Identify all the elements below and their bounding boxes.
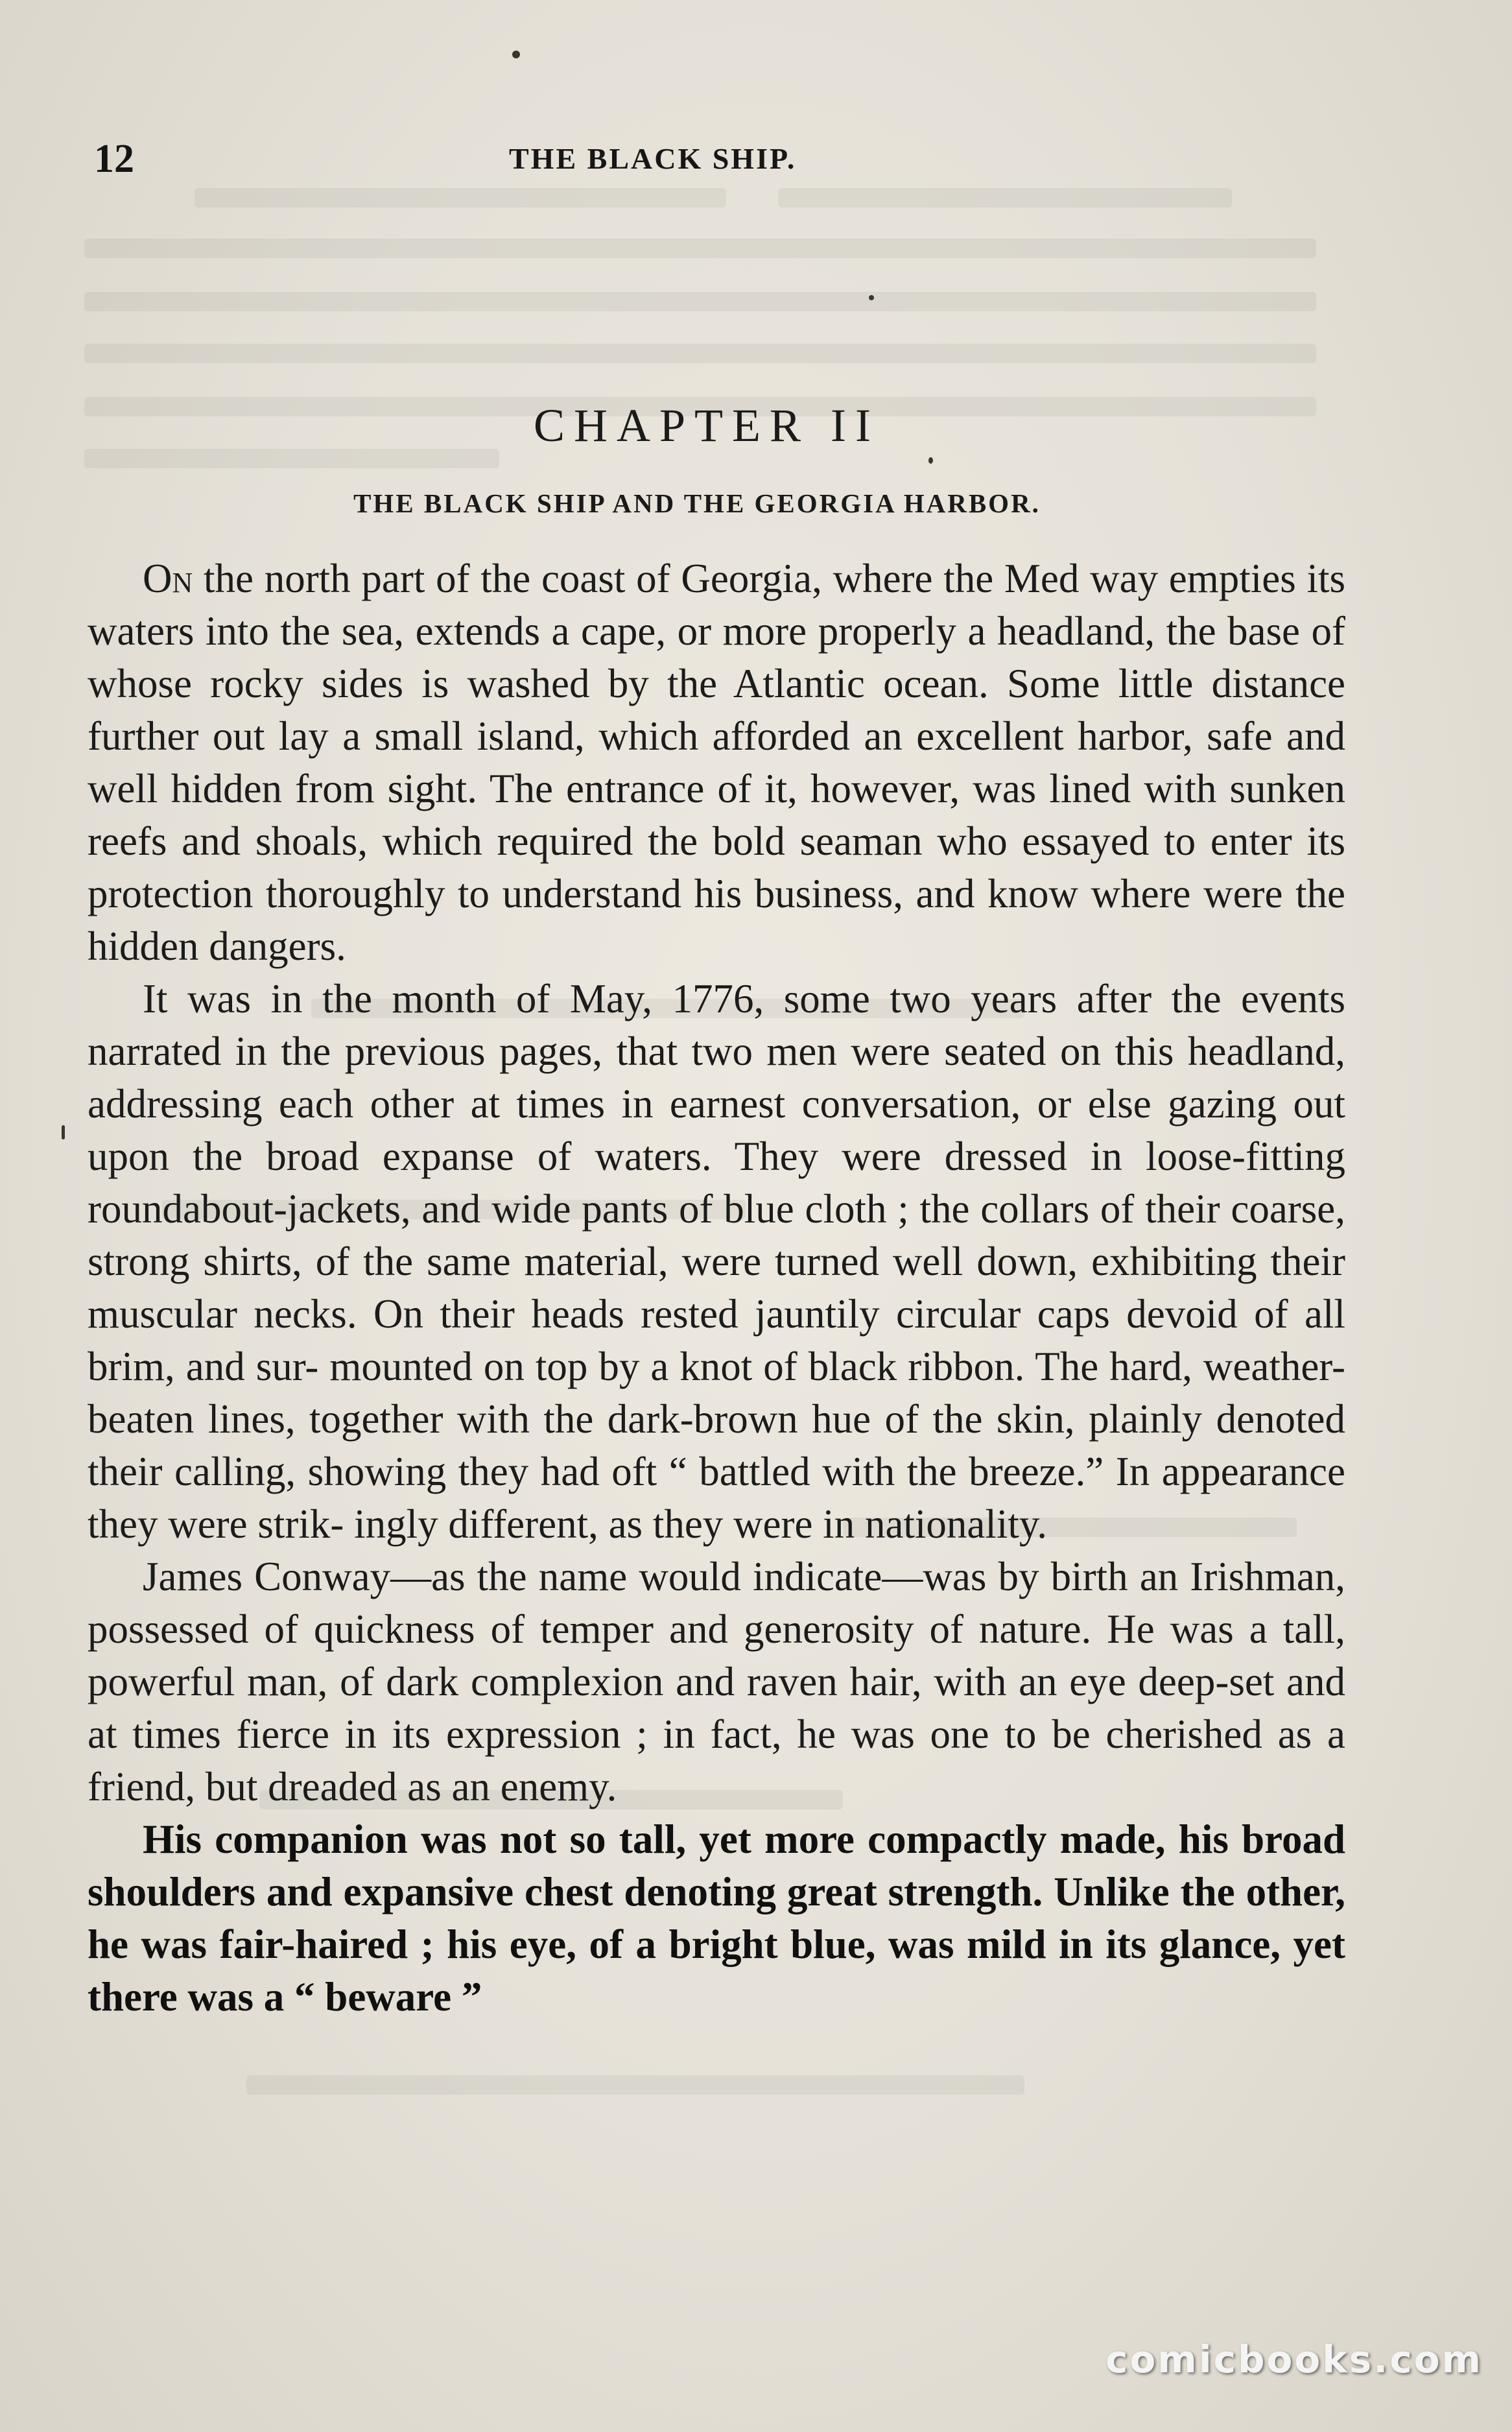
watermark: comicbooks.com [1105,2337,1483,2381]
paragraph-lead-word: On [143,556,193,601]
page-header [94,136,1352,182]
body-text [88,553,1345,2304]
page-number: 12 [94,137,134,181]
paragraph-2: It was in the month of May, 1776, some two years after the events narrated in the previous pages, that two men were seated on this headland, addressing each other at times in earnest conversation, or else gazing out upon the broad expanse of waters. They were dressed in loose-fitting roundabout-jackets, and wide pants of blue cloth ; the collars of their coarse, strong shirts, of the same material, were turned well down, exhibiting their muscular necks. On their heads rested jauntily circular caps devoid of all brim, and sur- mounted on top by a knot of black ribbon. The hard, weather-beaten lines, together with the dark-brown hue of the skin, plainly denoted their calling, showing they had oft “ battled with the breeze.” In appearance they were strik- ingly different, as they were in nationality. [88,976,1345,1547]
paragraph-3: James Conway—as the name would indicate—was by birth an Irishman, possessed of quickness of temper and generosity of nature. He was a tall, powerful man, of dark complexion and raven hair, with an eye deep-set and at times fierce in its expression ; in fact, he was one to be cherished as a friend, but dreaded as an enemy. [88,1554,1345,1809]
paragraph-1 [88,553,1345,973]
paragraph-4: His companion was not so tall, yet more compactly made, his broad shoulders and expansive chest denoting great strength. Unlike the other, he was fair-haired ; his eye, of a bright blue, was mild in its glance, yet there was a “ beware ” [88,1817,1345,2020]
paragraph-text: the north part of the coast of Georgia, where the Med way empties its waters into the sea, extends a cape, or more properly a headland, the base of whose rocky sides is washed by the Atlantic ocean. Some little distance further out lay a small island, which afforded an excellent harbor, safe and well hidden from sight. The entrance of it, however, was lined with sunken reefs and shoals, which required the bold seaman who essayed to enter its protection thoroughly to understand his business, and know where were the hidden dangers. [88,556,1345,969]
chapter-title: CHAPTER II [534,399,880,451]
chapter-subtitle: THE BLACK SHIP AND THE GEORGIA HARBOR. [353,488,1041,518]
running-head: THE BLACK SHIP. [509,142,797,175]
